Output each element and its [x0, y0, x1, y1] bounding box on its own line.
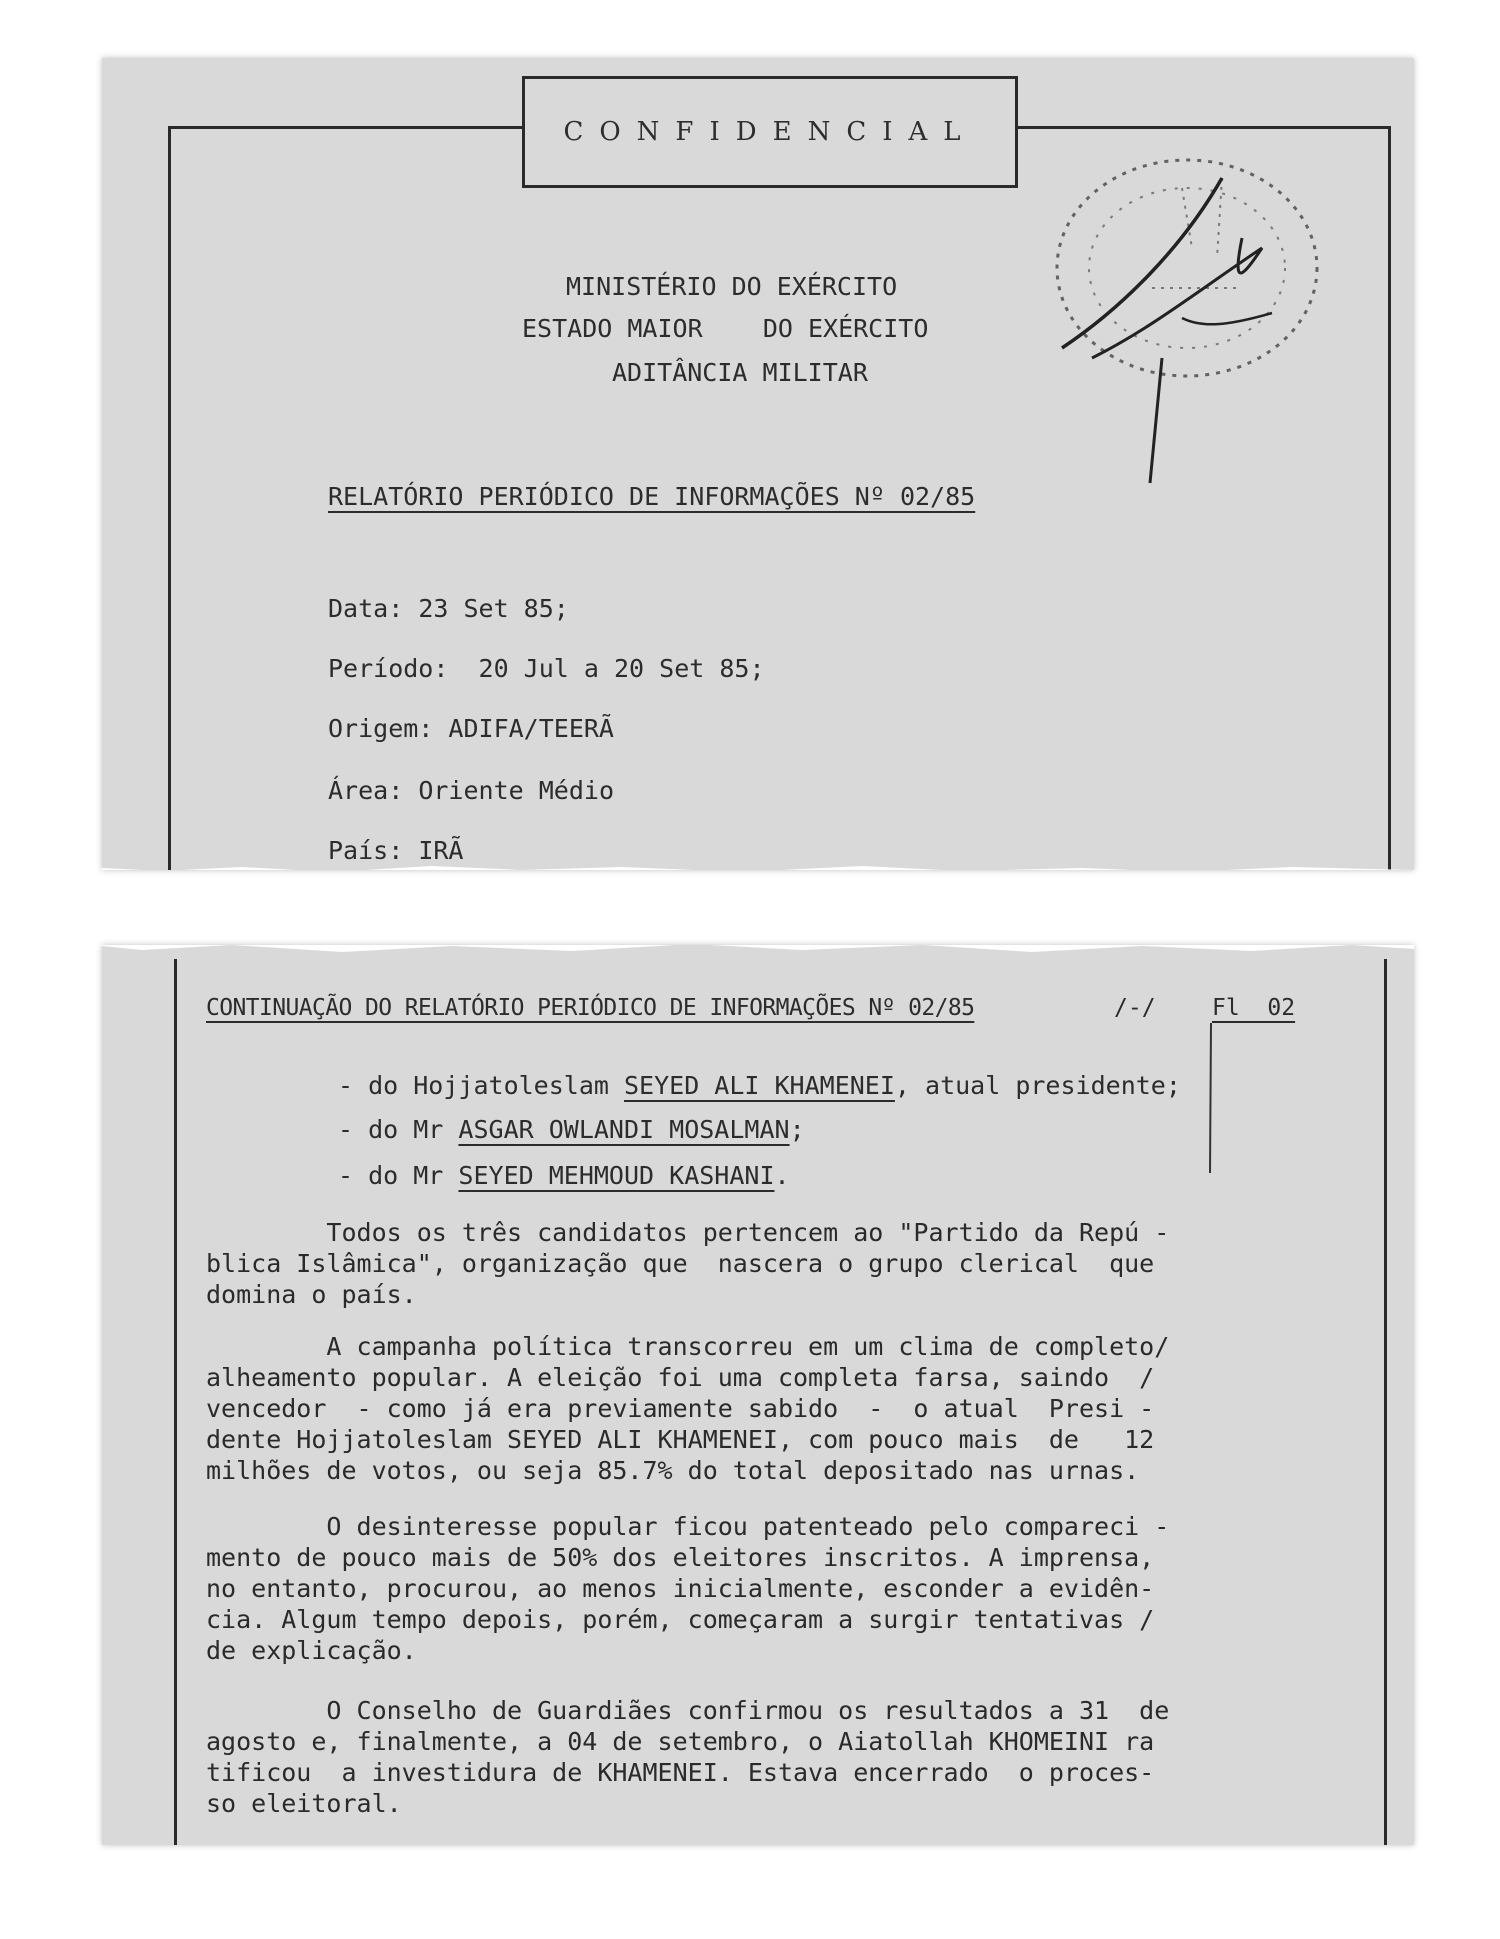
paragraph-4: [206, 1695, 1169, 1819]
report-title: RELATÓRIO PERIÓDICO DE INFORMAÇÕES Nº 02/85: [328, 482, 976, 511]
candidate-3-name: SEYED MEHMOUD KASHANI: [458, 1161, 775, 1190]
frame-right-border: [1384, 959, 1387, 1845]
paragraph-line: vencedor - como já era previamente sabido - o atual Presi -: [206, 1394, 1155, 1423]
document-fragment-bottom: [102, 945, 1414, 1845]
field-date: [328, 596, 569, 621]
paragraph-line: O Conselho de Guardiães confirmou os resultados a 31 de: [206, 1696, 1170, 1725]
paragraph-line: A campanha política transcorreu em um clima de completo/: [206, 1332, 1170, 1361]
pen-stroke: [1206, 1023, 1216, 1173]
seal-stamp-with-signature: [1032, 138, 1352, 498]
paragraph-line: tificou a investidura de KHAMENEI. Estava encerrado o proces-: [206, 1758, 1155, 1787]
field-date-label: Data:: [328, 594, 404, 623]
paragraph-line: no entanto, procurou, ao menos inicialmente, esconder a evidên-: [206, 1574, 1155, 1603]
field-area: [328, 778, 614, 803]
candidate-3-suffix: .: [774, 1161, 790, 1190]
paragraph-line: Todos os três candidatos pertencem ao "Partido da Repú -: [206, 1218, 1170, 1247]
candidate-2-prefix: - do Mr: [338, 1115, 459, 1144]
candidate-1-name: SEYED ALI KHAMENEI: [623, 1071, 895, 1100]
paragraph-line: alheamento popular. A eleição foi uma completa farsa, saindo /: [206, 1363, 1155, 1392]
ministry-line-1: MINISTÉRIO DO EXÉRCITO: [566, 272, 898, 301]
paragraph-line: de explicação.: [206, 1636, 417, 1665]
field-period: [328, 656, 765, 681]
continuation-header: CONTINUAÇÃO DO RELATÓRIO PERIÓDICO DE INFORMAÇÕES Nº 02/85: [206, 995, 975, 1021]
field-origin: [328, 716, 614, 741]
field-origin-value: ADIFA/TEERÃ: [448, 714, 614, 743]
document-fragment-top: [102, 58, 1414, 870]
folio-number: Fl 02: [1212, 995, 1296, 1021]
paragraph-line: domina o país.: [206, 1280, 417, 1309]
candidate-2: [338, 1117, 805, 1142]
field-period-label: Período:: [328, 654, 449, 683]
frame-top-border-right: [1016, 126, 1391, 129]
candidate-1-prefix: - do Hojjatoleslam: [338, 1071, 624, 1100]
candidate-2-name: ASGAR OWLANDI MOSALMAN: [458, 1115, 790, 1144]
candidate-1-suffix: , atual presidente;: [894, 1071, 1181, 1100]
field-period-value: 20 Jul a 20 Set 85;: [478, 654, 765, 683]
frame-left-border: [168, 128, 171, 870]
candidate-3-prefix: - do Mr: [338, 1161, 459, 1190]
field-area-value: Oriente Médio: [418, 776, 614, 805]
paragraph-line: milhões de votos, ou seja 85.7% do total depositado nas urnas.: [206, 1456, 1140, 1485]
frame-left-border: [174, 959, 177, 1845]
paragraph-line: blica Islâmica", organização que nascera o grupo clerical que: [206, 1249, 1155, 1278]
field-area-label: Área:: [328, 776, 404, 805]
candidate-1: [338, 1073, 1181, 1098]
paragraph-line: agosto e, finalmente, a 04 de setembro, o Aiatollah KHOMEINI ra: [206, 1727, 1155, 1756]
paragraph-3: [206, 1511, 1169, 1666]
paragraph-line: dente Hojjatoleslam SEYED ALI KHAMENEI, com pouco mais de 12: [206, 1425, 1155, 1454]
paragraph-line: mento de pouco mais de 50% dos eleitores inscritos. A imprensa,: [206, 1543, 1155, 1572]
candidate-3: [338, 1163, 790, 1188]
ministry-line-2: ESTADO MAIOR DO EXÉRCITO: [522, 314, 929, 343]
paragraph-line: so eleitoral.: [206, 1789, 402, 1818]
paragraph-2: [206, 1331, 1169, 1486]
header-slash-mark: /-/: [1114, 995, 1156, 1021]
field-country-label: País:: [328, 836, 404, 865]
torn-edge-top: [102, 945, 1414, 955]
frame-top-border-left: [168, 126, 524, 129]
paragraph-line: cia. Algum tempo depois, porém, começaram a surgir tentativas /: [206, 1605, 1155, 1634]
field-country: [328, 838, 463, 863]
torn-edge-bottom: [102, 864, 1414, 870]
candidate-2-suffix: ;: [789, 1115, 805, 1144]
frame-right-border: [1388, 128, 1391, 870]
ministry-line-3: ADITÂNCIA MILITAR: [612, 358, 868, 387]
field-origin-label: Origem:: [328, 714, 434, 743]
field-date-value: 23 Set 85;: [418, 594, 569, 623]
paragraph-line: O desinteresse popular ficou patenteado pelo compareci -: [206, 1512, 1170, 1541]
field-country-value: IRÃ: [418, 836, 464, 865]
confidential-label: CONFIDENCIAL: [563, 117, 977, 147]
confidential-box: [522, 76, 1018, 188]
paragraph-1: [206, 1217, 1169, 1310]
